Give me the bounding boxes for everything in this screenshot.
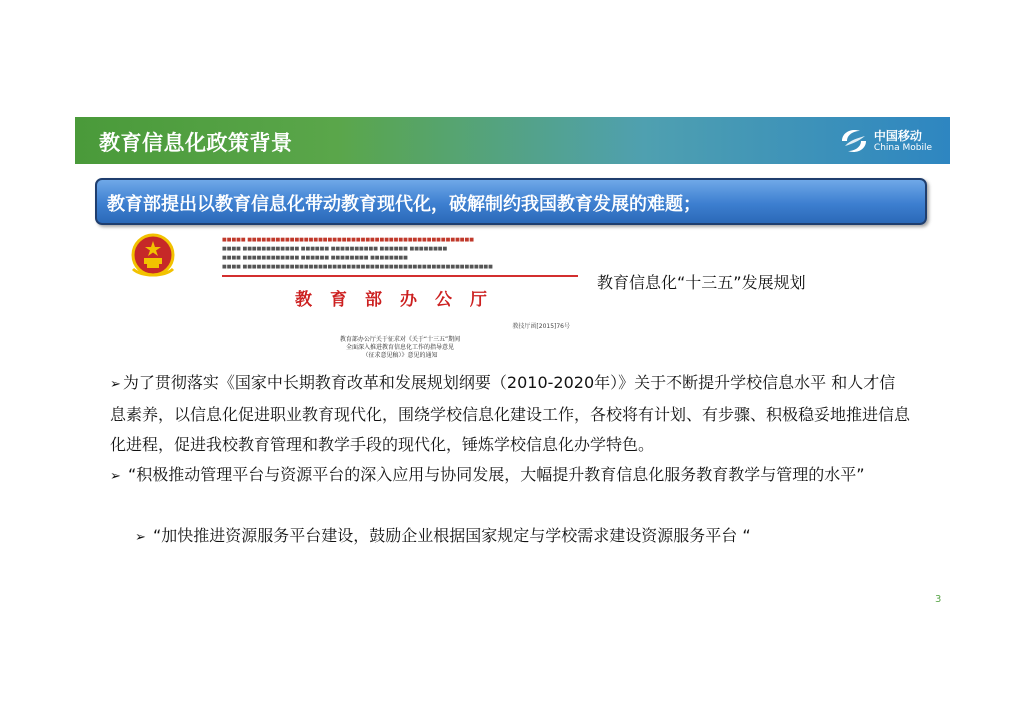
header-bar	[75, 117, 950, 164]
china-mobile-logo-icon	[838, 126, 870, 156]
bullet-arrow-icon: ➢	[110, 469, 121, 484]
body-text	[110, 368, 910, 492]
page-number: 3	[935, 594, 942, 605]
document-subtitle-line: （征求意见稿）》意见的通知	[362, 352, 438, 359]
paragraph-1	[110, 368, 910, 460]
bullet-arrow-icon: ➢	[135, 530, 146, 545]
paragraph-1-text: 为了贯彻落实《国家中长期教育改革和发展规划纲要（2010-2020年）》关于不断提升学校信息水平 和人才信息素养，以信息化促进职业教育现代化，围绕学校信息化建设工作，各校将有计划、有步骤、积极稳妥地推进信息化进程，促进我校教育管理和教学手段的现代化，锤炼学校信息化办学特色。	[110, 373, 911, 454]
document-metadata-lines: ■■■■■ ■■■■■■■■■■■■■■■■■■■■■■■■■■■■■■■■■■■■■■■■■■■■■■■■ ■■■■ ■■■■■■■■■■■■ ■■■■■■ ■■■■■■■■■■ ■■■■■■ ■■■■■■■■ ■■■■ ■■■■■■■■■■■■ ■■■■■■ ■■■■■■■■ ■■■■■■■■ ■■■■ ■■■■■■■■■■■■■■■■■■■■■■■■■■■■■■■■■■■■■■■■■■■■■■■■■■■■■	[222, 237, 493, 270]
document-red-rule	[222, 275, 578, 277]
callout-text: 教育部提出以教育信息化带动教育现代化，破解制约我国教育发展的难题；	[107, 194, 701, 215]
china-mobile-logo	[838, 126, 932, 156]
document-number: 教技厅函[2015]76号	[512, 323, 570, 330]
bullet-arrow-icon: ➢	[110, 377, 121, 392]
national-emblem-icon	[127, 233, 179, 279]
logo-chinese-text: 中国移动	[873, 128, 922, 143]
logo-english-text: China Mobile	[873, 142, 932, 153]
page-title: 教育信息化政策背景	[99, 131, 293, 155]
paragraph-3	[135, 524, 895, 550]
paragraph-2-text: “积极推动管理平台与资源平台的深入应用与协同发展，大幅提升教育信息化服务教育教学与管理的水平”	[128, 465, 865, 484]
paragraph-3-text: “加快推进资源服务平台建设，鼓励企业根据国家规定与学校需求建设资源服务平台 “	[153, 526, 751, 545]
document-subtitle	[222, 336, 578, 360]
document-screenshot-image	[222, 233, 578, 358]
document-subtitle-line: 全面深入推进教育信息化工作的指导意见	[345, 344, 454, 351]
callout-box	[95, 178, 927, 225]
plan-caption: 教育信息化“十三五”发展规划	[597, 273, 806, 292]
document-heading: 教育部办公厅	[295, 290, 505, 310]
paragraph-2	[110, 460, 910, 492]
document-subtitle-line: 教育部办公厅关于征求对《关于“十三五”期间	[339, 336, 461, 343]
